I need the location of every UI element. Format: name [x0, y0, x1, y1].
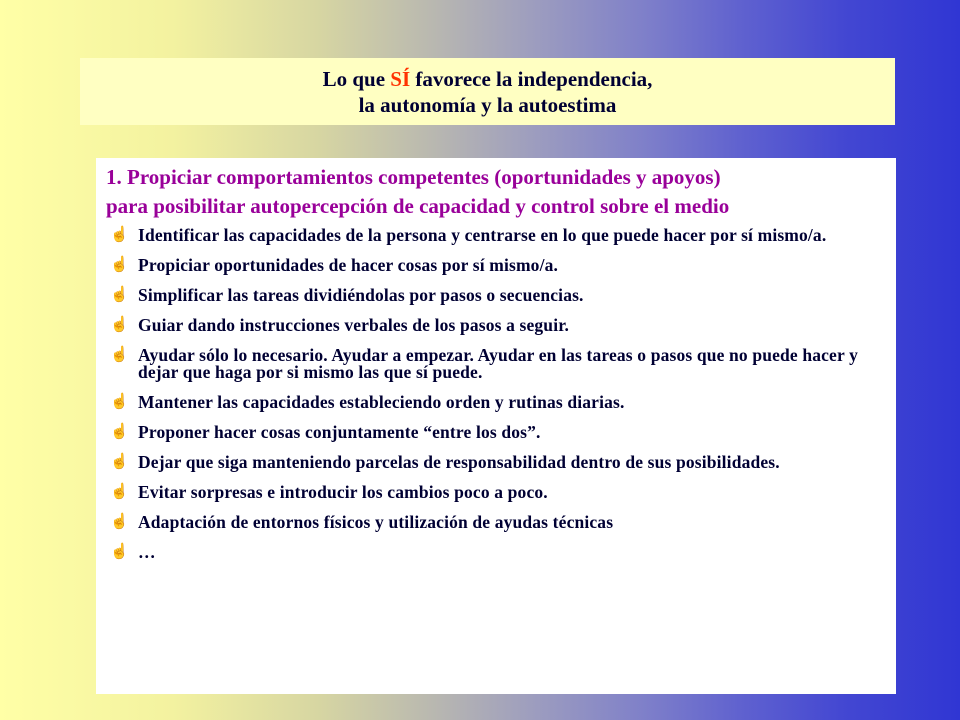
- list-item: [106, 394, 886, 411]
- list-item-text: Dejar que siga manteniendo parcelas de responsabilidad dentro de sus posibilidades.: [138, 452, 780, 472]
- bullet-icon: ☝: [110, 544, 129, 560]
- title-prefix: Lo que: [322, 66, 391, 91]
- list-item-text: Simplificar las tareas dividiéndolas por pasos o secuencias.: [138, 285, 584, 305]
- title-line-2: la autonomía y la autoestima: [358, 92, 617, 117]
- bullet-icon: ☝: [110, 317, 129, 333]
- list-item: [106, 544, 886, 561]
- bullet-icon: ☝: [110, 484, 129, 500]
- list-item: [106, 347, 886, 381]
- list-item: [106, 257, 886, 274]
- list-item: [106, 484, 886, 501]
- bullet-icon: ☝: [110, 257, 129, 273]
- bullet-icon: ☝: [110, 287, 129, 303]
- section-heading-line-2: para posibilitar autopercepción de capacidad y control sobre el medio: [106, 194, 730, 218]
- list-item: [106, 227, 886, 244]
- list-item: [106, 454, 886, 471]
- list-item-text: Identificar las capacidades de la persona y centrarse en lo que puede hacer por sí mismo/a.: [138, 225, 827, 245]
- title-accent: SÍ: [390, 66, 411, 91]
- bullet-icon: ☝: [110, 347, 129, 363]
- bullet-icon: ☝: [110, 394, 129, 410]
- list-item-text: …: [138, 542, 156, 562]
- bullet-icon: ☝: [110, 227, 129, 243]
- bullet-list: [106, 227, 886, 561]
- list-item-text: Adaptación de entornos físicos y utilización de ayudas técnicas: [138, 512, 614, 532]
- list-item-text: Proponer hacer cosas conjuntamente “entre los dos”.: [138, 422, 541, 442]
- bullet-icon: ☝: [110, 424, 129, 440]
- title-banner: [80, 58, 895, 125]
- list-item: [106, 424, 886, 441]
- list-item: [106, 317, 886, 334]
- list-item: [106, 287, 886, 304]
- title-line-1: [323, 66, 653, 92]
- title-suffix: favorece la independencia,: [410, 66, 653, 91]
- list-item-text: Mantener las capacidades estableciendo orden y rutinas diarias.: [138, 392, 625, 412]
- list-item-text: Propiciar oportunidades de hacer cosas por sí mismo/a.: [138, 255, 559, 275]
- bullet-icon: ☝: [110, 514, 129, 530]
- list-item-text: Evitar sorpresas e introducir los cambios poco a poco.: [138, 482, 548, 502]
- list-item-text: Guiar dando instrucciones verbales de los pasos a seguir.: [138, 315, 570, 335]
- bullet-icon: ☝: [110, 454, 129, 470]
- content-panel: [96, 158, 896, 694]
- list-item: [106, 514, 886, 531]
- section-heading-line-1: 1. Propiciar comportamientos competentes (oportunidades y apoyos): [106, 165, 721, 189]
- list-item-text: Ayudar sólo lo necesario. Ayudar a empezar. Ayudar en las tareas o pasos que no puede hacer y dejar que haga por si mismo las que sí puede.: [138, 345, 858, 382]
